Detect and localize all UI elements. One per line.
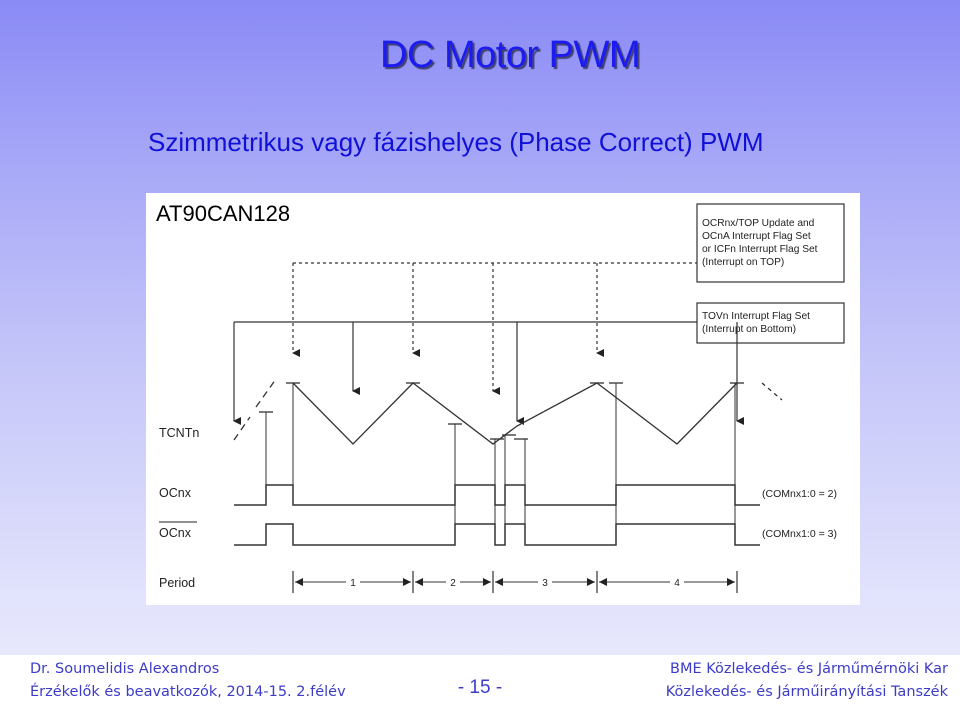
compare-drop-lines [266, 383, 735, 545]
counter-lead-out [762, 383, 782, 400]
period-number: 2 [450, 578, 456, 589]
output-waveform [234, 485, 760, 505]
period-number: 3 [542, 578, 548, 589]
legend-top-box [697, 204, 844, 282]
slide-footer [0, 655, 960, 707]
footer-department: Közlekedés- és Járműirányítási Tanszék [665, 684, 948, 700]
chip-name: AT90CAN128 [156, 201, 291, 226]
mode-noninverting: (COMnx1:0 = 2) [762, 488, 837, 500]
mode-inverting: (COMnx1:0 = 3) [762, 528, 837, 540]
legend-bottom-text: TOVn Interrupt Flag Set (Interrupt on Bottom) [702, 311, 810, 335]
counter-lead-in [234, 417, 250, 440]
period-number: 1 [350, 578, 356, 589]
slide-title: DC Motor PWM [380, 34, 640, 76]
output-inverted-label: OCnx [159, 526, 191, 540]
period-number: 4 [674, 578, 680, 589]
timing-diagram [146, 193, 860, 605]
output-label: OCnx [159, 486, 191, 500]
period-label: Period [159, 576, 196, 590]
bottom-overflow-drops [234, 322, 737, 421]
timing-diagram-svg [146, 193, 860, 605]
page-number: - 15 - [457, 677, 503, 698]
slide-subtitle: Szimmetrikus vagy fázishelyes (Phase Correct) PWM [148, 127, 764, 157]
footer-author: Dr. Soumelidis Alexandros [30, 661, 220, 677]
compare-ticks [259, 383, 744, 439]
footer-faculty: BME Közlekedés- és Járműmérnöki Kar [670, 661, 948, 677]
counter-lead-in [256, 379, 276, 407]
counter-label: TCNTn [159, 426, 200, 440]
legend-top-text: OCRnx/TOP Update and OCnA Interrupt Flag Set or ICFn Interrupt Flag Set (Interrupt on TOP) [702, 218, 818, 268]
top-update-drops [293, 263, 597, 391]
footer-right [666, 658, 948, 704]
footer-course: Érzékelők és beavatkozók, 2014-15. 2.félév [30, 684, 346, 700]
output-inverted-waveform [234, 524, 760, 545]
legend-bottom-box [697, 303, 844, 343]
